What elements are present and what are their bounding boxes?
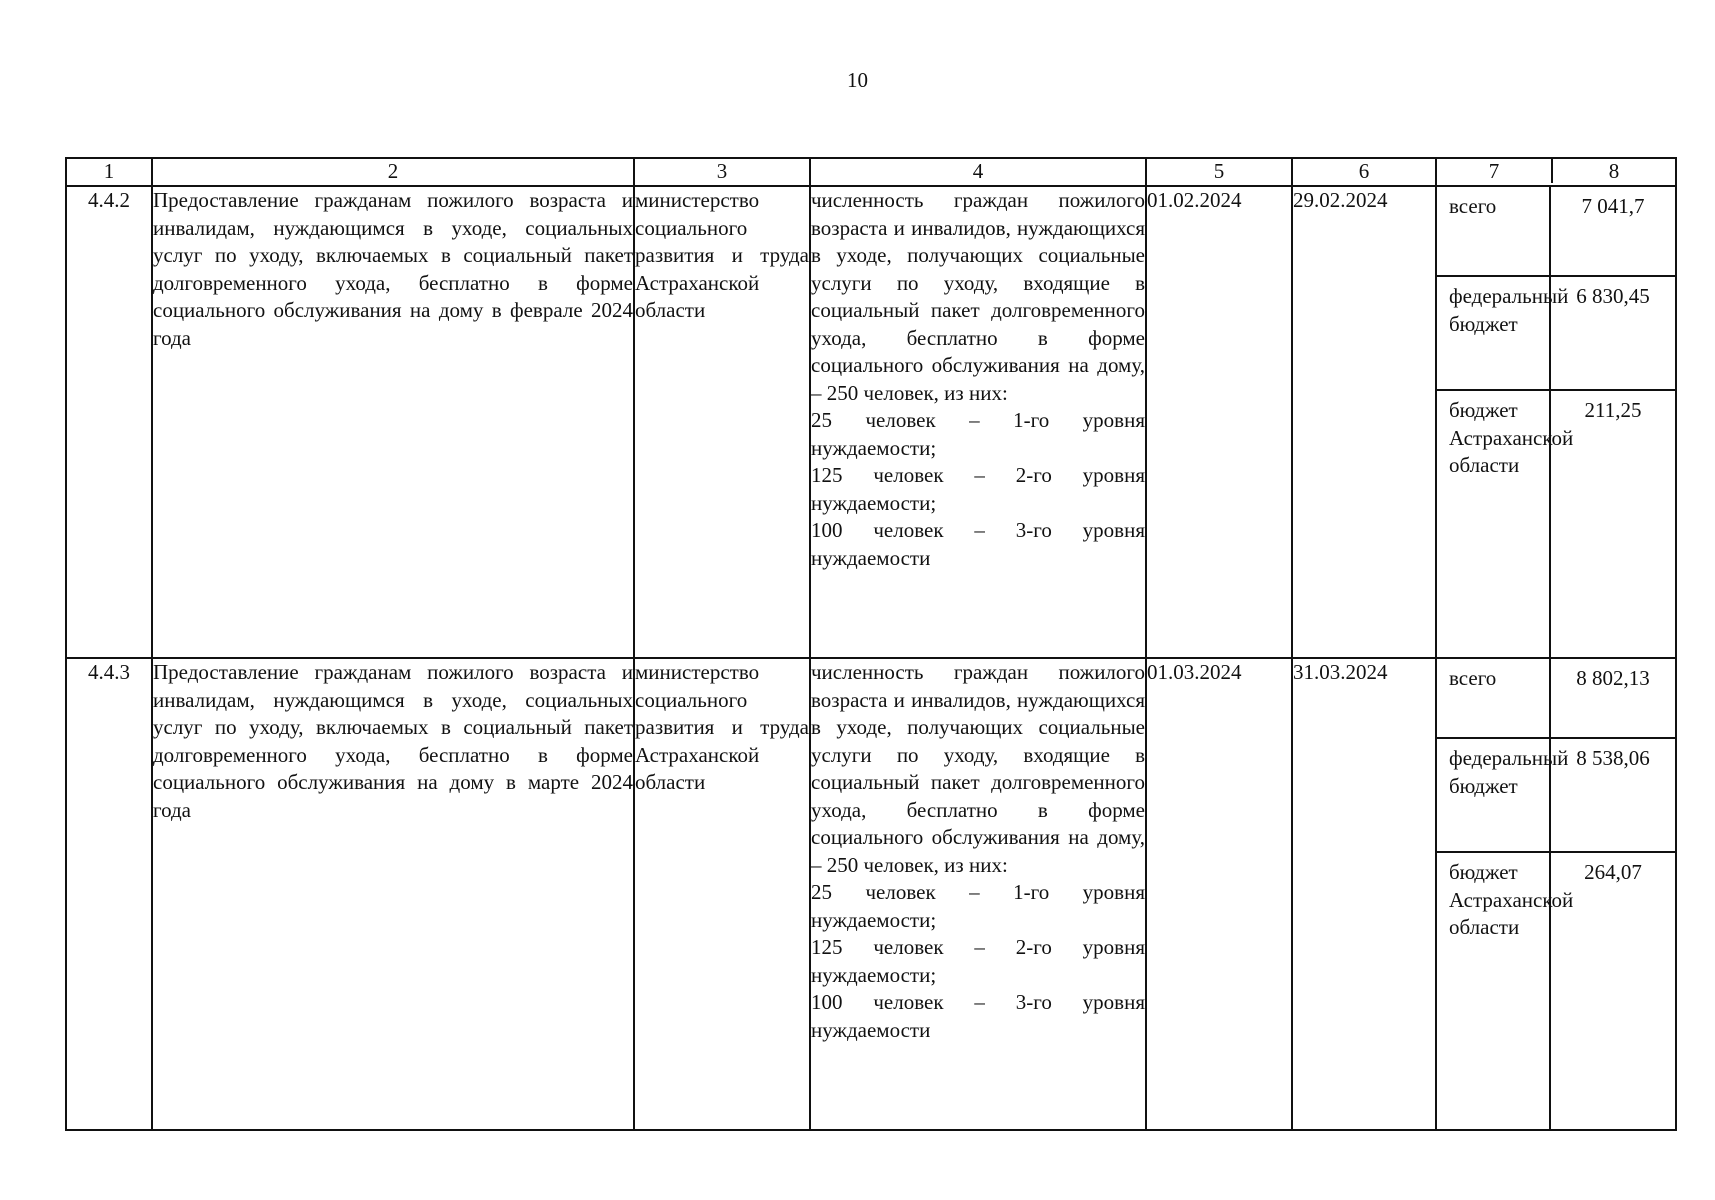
- funding-amount: 7 041,7: [1581, 194, 1645, 218]
- indicator-level-3: 100 человек – 3-го уровня нуждаемости: [811, 518, 1145, 570]
- column-number-2: 2: [152, 158, 634, 186]
- indicator-level-2: 125 человек – 2-го уровня нуждаемости;: [811, 935, 1145, 987]
- column-number-5: 5: [1146, 158, 1292, 186]
- funding-cell: [1436, 186, 1676, 658]
- column-number-3: 3: [634, 158, 810, 186]
- column-number-6: 6: [1292, 158, 1436, 186]
- column-number-1: 1: [66, 158, 152, 186]
- funding-source: бюджет Астраханской области: [1437, 391, 1551, 657]
- indicator-level-1: 25 человек – 1-го уровня нуждаемости;: [811, 408, 1145, 460]
- funding-source: всего: [1437, 659, 1551, 737]
- funding-row-regional: [1437, 853, 1675, 1129]
- indicator-level-1: 25 человек – 1-го уровня нуждаемости;: [811, 880, 1145, 932]
- funding-amount: 6 830,45: [1576, 284, 1650, 308]
- item-name: Предоставление гражданам пожилого возраста и инвалидам, нуждающимся в уходе, социальных услуг по уходу, включаемых в социальный пакет долговременного ухода, бесплатно в форме социального обслуживания на дому в феврале 2024 года: [152, 186, 634, 658]
- end-date: 29.02.2024: [1292, 186, 1436, 658]
- start-date: 01.03.2024: [1146, 658, 1292, 1130]
- column-number-7: 7: [1437, 159, 1553, 183]
- indicator-level-3: 100 человек – 3-го уровня нуждаемости: [811, 990, 1145, 1042]
- item-code: 4.4.2: [66, 186, 152, 658]
- funding-row-total: [1437, 187, 1675, 277]
- table-row: [66, 658, 1676, 1130]
- funding-source: бюджет Астраханской области: [1437, 853, 1551, 1129]
- funding-cell: [1436, 658, 1676, 1130]
- funding-source: всего: [1437, 187, 1551, 275]
- column-number-4: 4: [810, 158, 1146, 186]
- page-number: 10: [847, 68, 868, 92]
- funding-amount: 211,25: [1584, 398, 1642, 422]
- funding-row-federal: [1437, 277, 1675, 391]
- indicator-level-2: 125 человек – 2-го уровня нуждаемости;: [811, 463, 1145, 515]
- funding-amount: 264,07: [1584, 860, 1642, 884]
- activities-table: [65, 157, 1677, 1131]
- item-executor: министерство социального развития и труда Астраханской области: [634, 658, 810, 1130]
- funding-amount: 8 802,13: [1576, 666, 1650, 690]
- start-date: 01.02.2024: [1146, 186, 1292, 658]
- end-date: 31.03.2024: [1292, 658, 1436, 1130]
- funding-row-regional: [1437, 391, 1675, 657]
- indicator-main: численность граждан пожилого возраста и инвалидов, нуждающихся в уходе, получающих социальные услуги по уходу, входящие в социальный пакет долговременного ухода, бесплатно в форме социального обслуживания на дому, – 250 человек, из них:: [811, 188, 1145, 405]
- funding-source: федеральный бюджет: [1437, 739, 1551, 851]
- funding-source: федеральный бюджет: [1437, 277, 1551, 389]
- funding-row-total: [1437, 659, 1675, 739]
- indicator-main: численность граждан пожилого возраста и инвалидов, нуждающихся в уходе, получающих социальные услуги по уходу, входящие в социальный пакет долговременного ухода, бесплатно в форме социального обслуживания на дому, – 250 человек, из них:: [811, 660, 1145, 877]
- item-name: Предоставление гражданам пожилого возраста и инвалидам, нуждающимся в уходе, социальных услуг по уходу, включаемых в социальный пакет долговременного ухода, бесплатно в форме социального обслуживания на дому в марте 2024 года: [152, 658, 634, 1130]
- item-indicator: [810, 186, 1146, 658]
- item-indicator: [810, 658, 1146, 1130]
- item-code: 4.4.3: [66, 658, 152, 1130]
- column-number-7-8: [1436, 158, 1676, 186]
- column-number-8: 8: [1608, 159, 1620, 183]
- funding-amount: 8 538,06: [1576, 746, 1650, 770]
- table-row: [66, 186, 1676, 658]
- funding-row-federal: [1437, 739, 1675, 853]
- item-executor: министерство социального развития и труда Астраханской области: [634, 186, 810, 658]
- header-row: [66, 158, 1676, 186]
